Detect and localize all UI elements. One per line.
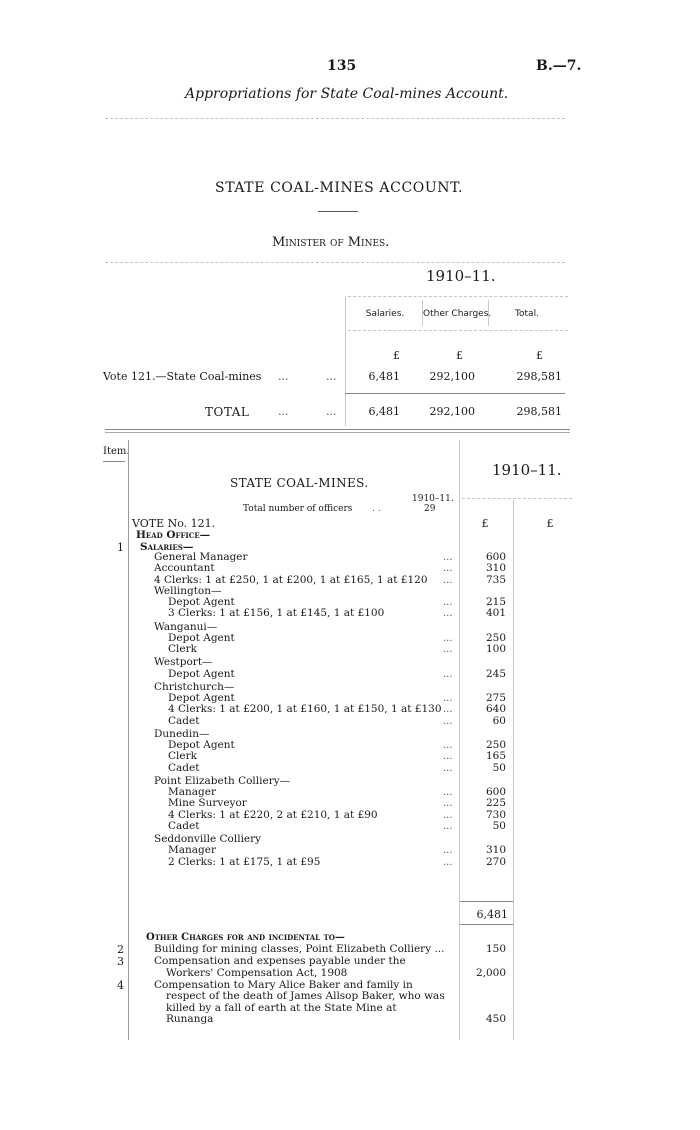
group-heading: Wanganui—	[154, 620, 218, 633]
salary-line-amount: 250	[485, 631, 506, 644]
amount-column-divider	[513, 500, 514, 1040]
salary-line-text: Mine Surveyor	[168, 797, 247, 810]
other-charge-amount: 450	[485, 1012, 506, 1025]
officers-label: Total number of officers	[243, 504, 353, 514]
salaries-heading: Salaries—	[140, 541, 194, 553]
salary-line-amount: 50	[492, 761, 506, 774]
salary-line-amount: 60	[492, 714, 506, 727]
col-header-salaries: Salaries.	[365, 309, 405, 319]
salary-line-text: Depot Agent	[168, 596, 235, 608]
other-charge-text: Runanga	[166, 1012, 214, 1025]
vote-dots: ...	[326, 370, 337, 383]
group-heading: Dunedin—	[154, 727, 210, 740]
leader-dots: ...	[443, 762, 453, 774]
salaries-total-rule	[460, 901, 513, 902]
officers-year: 1910–11.	[412, 494, 454, 504]
salary-line-text: Manager	[168, 844, 216, 857]
salary-line-text: 2 Clerks: 1 at £175, 1 at £95	[168, 855, 321, 868]
text-column-divider	[459, 440, 460, 1040]
summary-top-rule	[105, 262, 565, 263]
other-charge-amount: 150	[485, 943, 506, 955]
salary-line-text: Manager	[168, 786, 216, 798]
total-salaries: 6,481	[368, 405, 400, 418]
summary-bottom-rule	[105, 432, 570, 433]
running-title: Appropriations for State Coal-mines Account.	[185, 86, 509, 102]
other-charge-text: Compensation and expenses payable under the	[154, 955, 406, 968]
leader-dots: ...	[443, 856, 453, 868]
item-column-header: Item.	[103, 446, 130, 457]
officers-count: 29	[424, 504, 436, 514]
leader-dots: ...	[443, 608, 453, 620]
vote-dots: ...	[278, 370, 289, 383]
detail-year-rule	[462, 498, 572, 499]
leader-dots: ...	[443, 798, 453, 810]
leader-dots: ...	[443, 552, 453, 563]
group-heading: Seddonville Colliery	[154, 833, 262, 845]
salary-line-amount: 215	[485, 596, 506, 608]
salary-line-amount: 225	[485, 797, 506, 810]
head-office-heading: Head Office—	[136, 529, 211, 541]
salary-line-text: Clerk	[168, 750, 197, 763]
vote-other-charges: 292,100	[429, 370, 475, 383]
salary-line-amount: 310	[485, 562, 506, 575]
salary-line-text: General Manager	[154, 551, 248, 563]
other-charge-text: respect of the death of James Allsop Baker, who was	[166, 990, 445, 1003]
leader-dots: ...	[443, 715, 453, 727]
salaries-total: 6,481	[476, 908, 508, 921]
leader-dots: ...	[443, 845, 453, 857]
item-number: 1	[117, 541, 124, 554]
item-header-rule	[103, 461, 125, 462]
title-rule	[318, 211, 358, 212]
leader-dots: ...	[443, 820, 453, 832]
leader-dots: ...	[443, 574, 453, 586]
salary-line-text: Accountant	[154, 562, 215, 575]
leader-dots: ...	[443, 693, 453, 704]
leader-dots: ...	[443, 668, 453, 680]
other-charge-text: Building for mining classes, Point Elizabeth Colliery ...	[154, 943, 445, 955]
salary-line-text: 4 Clerks: 1 at £250, 1 at £200, 1 at £165, 1 at £120	[154, 573, 428, 586]
col-header-total: Total.	[515, 309, 539, 319]
group-heading: Westport—	[154, 656, 213, 669]
item-column-divider	[128, 440, 129, 1040]
salary-line-amount: 735	[485, 573, 506, 586]
leader-dots: ...	[443, 597, 453, 608]
salary-line-amount: 165	[485, 750, 506, 763]
leader-dots: ...	[443, 751, 453, 763]
vote-label: Vote 121.—State Coal-mines	[103, 370, 262, 383]
total-total: 298,581	[516, 405, 562, 418]
leader-dots: ...	[443, 704, 453, 716]
leader-dots: ...	[443, 563, 453, 575]
salary-line-text: 4 Clerks: 1 at £220, 2 at £210, 1 at £90	[168, 808, 378, 821]
salary-line-text: 3 Clerks: 1 at £156, 1 at £145, 1 at £100	[168, 607, 385, 620]
salary-line-amount: 310	[485, 844, 506, 857]
salary-line-amount: 245	[485, 667, 506, 680]
currency-salaries: £	[393, 349, 400, 362]
page-number: 135	[327, 58, 357, 74]
other-charge-amount: 2,000	[475, 966, 506, 979]
leader-dots: ...	[443, 787, 453, 798]
summary-bottom-rule	[105, 429, 570, 430]
item-number: 4	[117, 978, 124, 992]
salary-line-text: Cadet	[168, 714, 200, 727]
total-other-charges: 292,100	[429, 405, 475, 418]
detail-currency-1: £	[481, 517, 489, 530]
summary-year: 1910–11.	[426, 267, 496, 285]
salary-line-text: Clerk	[168, 643, 197, 655]
salary-line-amount: 640	[485, 703, 506, 716]
salary-line-amount: 600	[485, 786, 506, 798]
group-heading: Point Elizabeth Colliery—	[154, 774, 291, 787]
detail-title: STATE COAL-MINES.	[230, 476, 369, 490]
salary-line-text: Cadet	[168, 761, 200, 774]
salary-line-text: Depot Agent	[168, 692, 235, 704]
total-dots: ...	[278, 405, 289, 418]
vote-salaries: 6,481	[368, 370, 400, 383]
minister-heading: Minister of Mines.	[272, 235, 390, 250]
detail-year: 1910–11.	[492, 461, 562, 479]
header-rule	[105, 118, 565, 119]
salary-line-amount: 600	[485, 551, 506, 563]
leader-dots: ...	[443, 740, 453, 751]
salary-line-text: Depot Agent	[168, 667, 235, 680]
vote-total: 298,581	[516, 370, 562, 383]
other-charge-text: Compensation to Mary Alice Baker and family in	[154, 978, 413, 991]
leader-dots: ...	[443, 632, 453, 644]
group-heading: Christchurch—	[154, 680, 235, 693]
salary-line-amount: 100	[485, 643, 506, 655]
currency-total: £	[536, 349, 543, 362]
salary-line-text: Depot Agent	[168, 739, 235, 751]
salaries-total-bottom-rule	[460, 924, 513, 925]
salary-line-text: Depot Agent	[168, 631, 235, 644]
salary-line-amount: 401	[485, 607, 506, 620]
salary-line-amount: 730	[485, 808, 506, 821]
document-reference: B.—7.	[536, 58, 582, 74]
summary-total-label: TOTAL	[205, 405, 250, 419]
other-charge-text: killed by a fall of earth at the State Mine at	[166, 1001, 397, 1014]
vote-rule	[345, 393, 565, 394]
col-header-other-charges: Other Charges.	[423, 309, 492, 319]
salary-line-text: Cadet	[168, 819, 200, 832]
col-header-rule	[348, 330, 568, 331]
salary-line-amount: 275	[485, 692, 506, 704]
salary-line-amount: 50	[492, 819, 506, 832]
salary-line-amount: 250	[485, 739, 506, 751]
other-charges-heading: Other Charges for and incidental to—	[146, 932, 345, 943]
officers-dots: . .	[372, 504, 381, 514]
salary-line-text: 4 Clerks: 1 at £200, 1 at £160, 1 at £150, 1 at £130	[168, 703, 442, 716]
vote-number: VOTE No. 121.	[132, 517, 216, 530]
item-number: 2	[117, 943, 124, 956]
salary-line-amount: 270	[485, 855, 506, 868]
other-charge-text: Workers' Compensation Act, 1908	[166, 966, 348, 979]
currency-other: £	[456, 349, 463, 362]
item-number: 3	[117, 955, 124, 969]
leader-dots: ...	[443, 809, 453, 821]
section-title: STATE COAL-MINES ACCOUNT.	[215, 180, 464, 196]
leader-dots: ...	[443, 644, 453, 655]
detail-currency-2: £	[546, 517, 554, 530]
total-dots: ...	[326, 405, 337, 418]
group-heading: Wellington—	[154, 584, 222, 597]
year-rule	[348, 296, 568, 297]
